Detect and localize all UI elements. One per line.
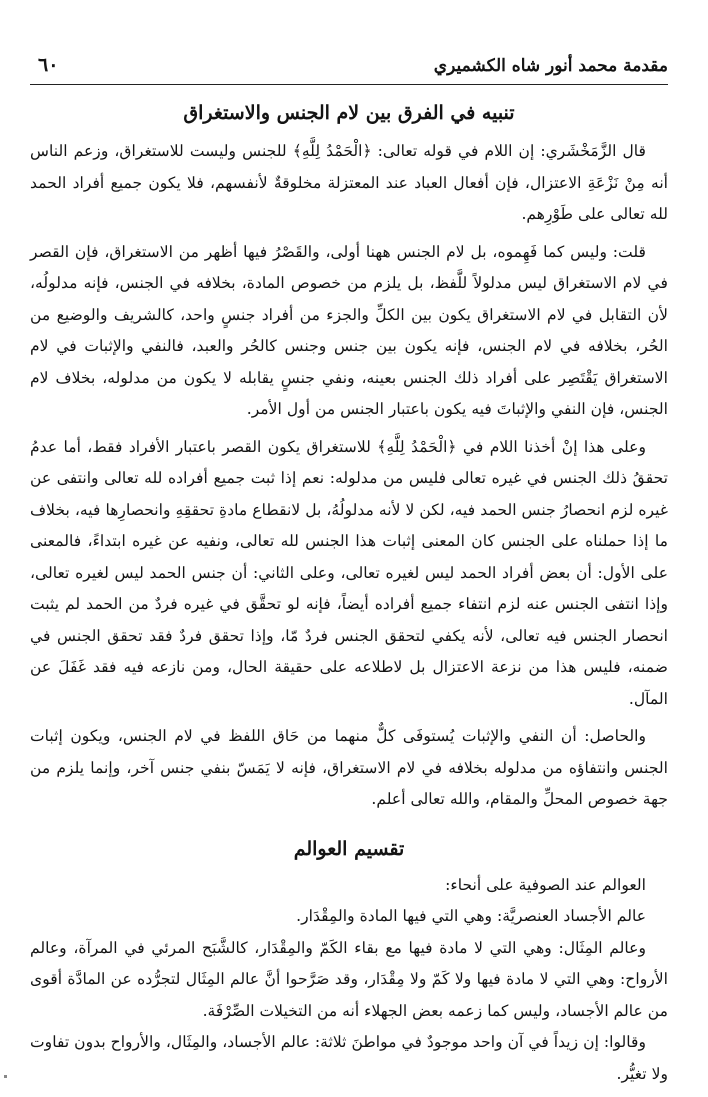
section-heading-genus-vs-exhaustion: تنبيه في الفرق بين لام الجنس والاستغراق xyxy=(183,102,515,124)
paragraph-world-mithal: وعالم المِثَال: وهي التي لا مادة فيها مع بقاء الكَمّ والمِقْدَار، كالشَّبَح المرئي في المرآة، وعالم الأرواح: وهي التي لا مادة فيها ولا كَمّ ولا مِقْدَار، وقد صَرَّحوا أنَّ عالم المِثَال لتجرُّده عن المادَّة أقوى من عالم الأجساد، وليس كما زعمه بعض الجهلاء أنه من التخيلات الصِّرْفَة. xyxy=(30,938,668,1020)
section-heading-worlds: تقسيم العوالم xyxy=(293,837,405,860)
paragraph-al-hasil: والحاصل: أن النفي والإثبات يُستوفَى كلٌّ منهما من حَاق اللفظ في لام الجنس، ويكون إثبات الجنس وانتفاؤه من مدلوله بخلافه في لام الاستغراق، فإنه لا يَمَسّ بنفي جنس آخر، وإنما يلزم من جهة خصوص المحلِّ والمقام، والله تعالى أعلم. xyxy=(30,727,668,808)
page-body xyxy=(30,92,668,1090)
paragraph-qalu: وقالوا: إن زيداً في آن واحد موجودٌ في مواطنَ ثلاثة: عالم الأجساد، والمِثَال، والأرواح بدون تفاوت ولا تغيُّر. xyxy=(30,1033,668,1083)
paragraph-world-bodies: عالم الأجساد العنصريَّة: وهي التي فيها المادة والمِقْدَار. xyxy=(296,907,646,925)
page-number: ٦٠ xyxy=(38,54,59,76)
paragraph-wa-ala-hadha: وعلى هذا إنْ أخذنا اللام في ﴿الْحَمْدُ لِلَّهِ﴾ للاستغراق يكون القصر باعتبار الأفراد فقط، أما عدمُ تحققُ ذلك الجنس في غيره تعالى فليس من مدلوله: نعم إذا ثبت جميع أفراده لله تعالى وانتفى عن غيره لزم انحصارُ جنس الحمد فيه، لكن لا لأنه مدلولُهُ، بل لانقطاع مادةِ تحققِهِ وانحصارِها فيه، بخلاف ما إذا حملناه على الجنس كان المعنى إثبات هذا الجنس لله تعالى، ونفيه عن غيره ابتداءً، فالمعنى على الأول: أن بعض أفراد الحمد ليس لغيره تعالى، وعلى الثاني: أن جنس الحمد ليس لغيره تعالى، وإذا انتفى الجنس عنه لزم انتفاء جميع أفراده أيضاً، فإنه لو تحقَّق في غيره فردٌ من الحمد لم يثبت انحصار الجنس فيه تعالى، لأنه يكفي لتحقق الجنس فردٌ مّا، وإذا تحقق فردٌ فقد تحقق الجنس في ضمنه، فليس هذا من نزعة الاعتزال بل لاطلاعه على حقيقة الحال، ومن نازعه فيه فقد غَفَلَ عن المآل. xyxy=(30,437,668,708)
page-header xyxy=(30,44,668,85)
running-title: مقدمة محمد أنور شاه الكشميري xyxy=(433,56,668,76)
paragraph-worlds-intro: العوالم عند الصوفية على أنحاء: xyxy=(445,875,646,894)
paragraph-zamakhshari: قال الزَّمَخْشَري: إن اللام في قوله تعالى: ﴿الْحَمْدُ لِلَّهِ﴾ للجنس وليست للاستغراق، وزعم الناس أنه مِنْ نَزْعَةِ الاعتزال، فإن أفعال العباد عند المعتزلة مخلوقةٌ لأنفسهم، فلا يكون جميع أفراد الحمد لله تعالى على طَوْرِهم. xyxy=(30,142,668,223)
paragraph-qultu: قلت: وليس كما فَهِموه، بل لام الجنس ههنا أولى، والقَصْرُ فيها أظهر من الاستغراق، فإن القصر في لام الاستغراق ليس مدلولاً للَّفظ، بل يلزم من خصوص المادة، بخلافه في الجنس، فإنه مدلولُه، لأن التقابل في لام الاستغراق يكون بين الكلِّ والجزء من أفراد جنسٍ واحد، كالشريف والوضيع من الحُر، بخلافه في لام الجنس، فإنه يكون بين جنس وجنس كالحُر والعبد، فالنفي والإثبات في لام الاستغراق يَقْتَصِر على أفراد ذلك الجنس بعينه، ونفي جنسٍ يقابله لا يكون من مدلوله، بخلاف لام الجنس، فإن النفي والإثباتَ فيه يكون باعتبار الجنس من أول الأمر. xyxy=(30,242,668,418)
scan-dot xyxy=(4,1075,7,1078)
